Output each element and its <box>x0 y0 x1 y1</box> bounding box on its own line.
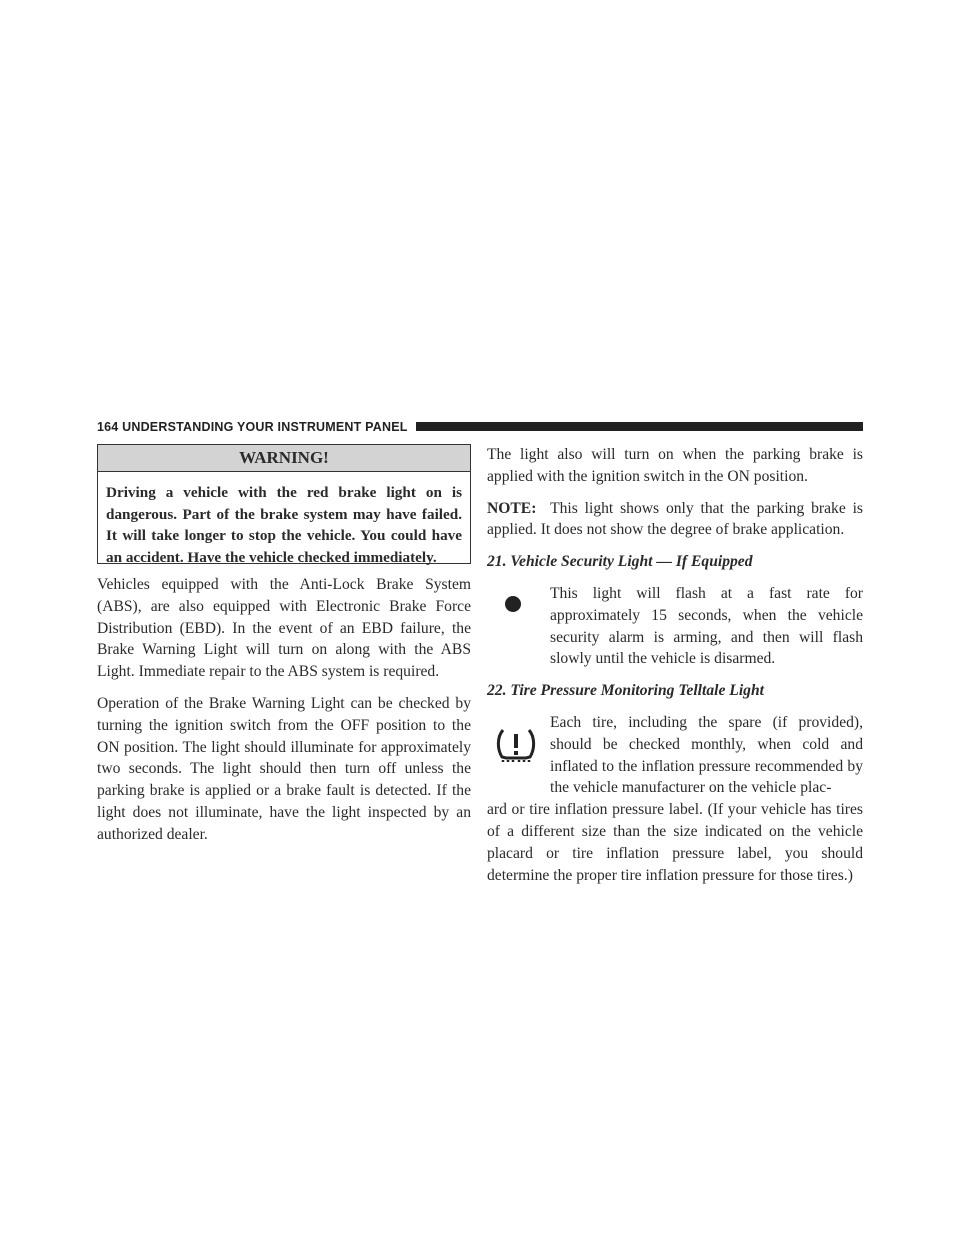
note-label: NOTE: <box>487 499 537 517</box>
header-rule <box>416 422 863 431</box>
warning-box <box>97 444 471 564</box>
item-22-body <box>487 712 863 799</box>
item-22-continuation: ard or tire inflation pressure label. (If your vehicle has tires of a different size than the size indicated on the vehicle placard or tire inflation pressure label, you should determine the proper tire inflation pressure for those tires.) <box>487 801 863 884</box>
parking-brake-paragraph: The light also will turn on when the parking brake is applied with the ignition switch in the ON position. <box>487 446 863 485</box>
left-column <box>97 574 471 856</box>
security-light-icon-wrap <box>487 583 550 670</box>
warning-text: Driving a vehicle with the red brake light on is dangerous. Part of the brake system may have failed. It will take longer to stop the vehicle. You could have an accident. Have the vehicle checked immediately. <box>106 484 462 566</box>
vehicle-security-light-icon <box>505 596 521 612</box>
warning-title: WARNING! <box>98 445 470 472</box>
item-21-text: This light will flash at a fast rate for approximately 15 seconds, when the vehicle security alarm is arming, and then will flash slowly until the vehicle is disarmed. <box>550 584 863 668</box>
page-header <box>97 419 863 435</box>
tire-pressure-warning-icon <box>495 727 537 763</box>
note-paragraph <box>487 498 863 542</box>
item-22-title: 22. Tire Pressure Monitoring Telltale Light <box>487 682 764 700</box>
item-22-text: Each tire, including the spare (if provided), should be checked monthly, when cold and inflated to the inflation pressure recommended by the vehicle manufacturer on the vehicle plac- <box>550 713 863 797</box>
item-21-title: 21. Vehicle Security Light — If Equipped <box>487 553 753 571</box>
note-text: This light shows only that the parking brake is applied. It does not show the degree of brake application. <box>487 499 863 539</box>
right-column <box>487 444 863 886</box>
brake-light-check-paragraph: Operation of the Brake Warning Light can be checked by turning the ignition switch from the OFF position to the ON position. The light should illuminate for approximately two seconds. The light should then turn off unless the parking brake is applied or a brake fault is detected. If the light does not illuminate, have the light inspected by an authorized dealer. <box>97 694 471 843</box>
tpms-icon-wrap <box>487 712 550 799</box>
page-number-and-section: 164 UNDERSTANDING YOUR INSTRUMENT PANEL <box>97 420 408 434</box>
ebd-paragraph: Vehicles equipped with the Anti-Lock Brake System (ABS), are also equipped with Electronic Brake Force Distribution (EBD). In the event of an EBD failure, the Brake Warning Light will turn on along with the ABS Light. Immediate repair to the ABS system is required. <box>97 576 471 681</box>
item-21-body <box>487 583 863 670</box>
